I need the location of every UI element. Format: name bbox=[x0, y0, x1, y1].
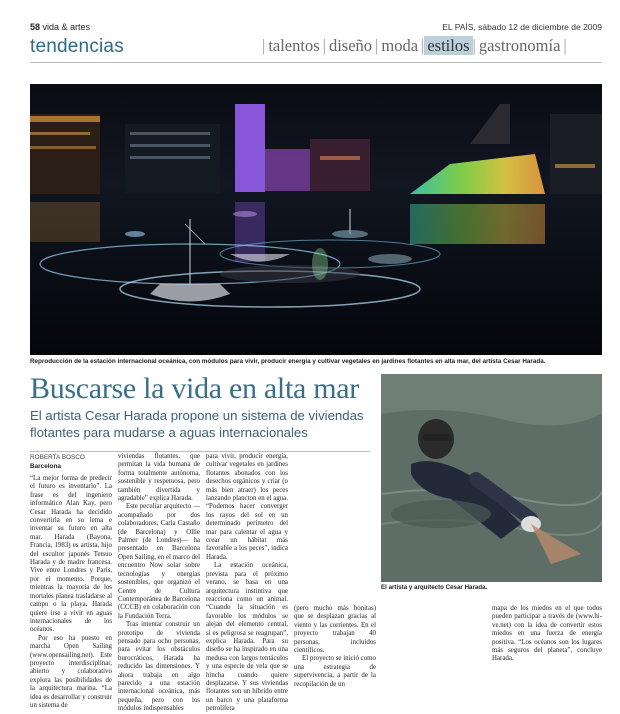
paragraph: mapa de los miedos en el que todos pueden participar a través de (www.hi-ve.net) con la idea de convertir estos miedos en una fuerza de energía positiva. “Los océanos son los lugares más seguros del planeta”, concluye Harada. bbox=[492, 605, 602, 663]
byline-divider bbox=[30, 451, 370, 452]
byline bbox=[30, 453, 85, 471]
author-name: ROBERTA BOSCO bbox=[30, 454, 85, 461]
article-headline: Buscarse la vida en alta mar bbox=[30, 372, 359, 405]
paragraph: Este peculiar arquitecto —acompañado por dos colaboradores, Carla Castaño (de Barcelona) y Ollie Palmer (de Londres)— ha presentado en Barcelona Open Sailing, en el marco del encuentro Now solar sobre tecnologías y energías sostenibles, que organizó el Centre de Cultura Contemporánea de Barcelona (CCCB) en colaboración con la Fundación Terra. bbox=[118, 503, 200, 620]
page-folio bbox=[30, 22, 90, 32]
nav-item-moda[interactable]: moda bbox=[381, 36, 419, 55]
main-photo-caption: Reproducción de la estación internacional oceánica, con módulos para vivir, producir energía y cultivar vegetales en jardines flotantes en alta mar, del artista Cesar Harada. bbox=[30, 358, 546, 365]
article-column-5 bbox=[492, 605, 602, 664]
page-number: 58 bbox=[30, 22, 41, 32]
article-subheadline: El artista Cesar Harada propone un sistema de viviendas flotantes para mudarse a aguas internacionales bbox=[30, 408, 364, 440]
paragraph: (pero mucho más bonitas) que se desplazan gracias al viento y las corrientes. En el proyecto trabajan 40 personas, incluidos científicos. bbox=[294, 605, 376, 655]
artist-in-river-photo bbox=[381, 374, 602, 582]
paragraph: para vivir, producir energía, cultivar vegetales en jardines flotantes abonados con los desechos orgánicos y criar (o más bien atraer) los peces lanzando plancton en el agua. “Podemos hacer converger los rayos del sol en un determinado perímetro del mar para calentar el agua y crear un hábitat más favorable a los peces”, indica Harada. bbox=[206, 453, 288, 561]
night-sea-station-illustration bbox=[30, 84, 602, 355]
nav-item-estilos[interactable]: estilos bbox=[424, 36, 472, 55]
section-label: vida & artes bbox=[42, 22, 91, 32]
side-photo bbox=[381, 374, 602, 582]
paragraph: La estación oceánica, prevista para el próximo verano, se basa en una arquitectura instintiva que reacciona como un animal. “Cuando la situación es favorable los módulos se alejan del elemento central, si es peligrosa se reagrupan”, explica Harada. Para su diseño se ha inspirado en una medusa con largos tentáculos y una especie de vela que se hincha cuando quiere desplazarse. Y sus viviendas flotantes son un híbrido entre un barco y una plataforma petrolífera bbox=[206, 562, 288, 713]
nav-item-gastronomia[interactable]: gastronomía bbox=[478, 36, 561, 55]
article-column-1 bbox=[30, 475, 112, 710]
dateline: EL PAÍS, sábado 12 de diciembre de 2009 bbox=[442, 22, 602, 32]
section-title: tendencias bbox=[30, 36, 124, 57]
article-column-3 bbox=[206, 453, 288, 714]
side-photo-caption: El artista y arquitecto Cesar Harada. bbox=[381, 584, 488, 591]
paragraph: El proyecto se inició como una estrategia de supervivencia, a partir de la recopilación de un bbox=[294, 655, 376, 688]
article-column-4 bbox=[294, 605, 376, 689]
paragraph: Tras intentar construir un prototipo de vivienda pensado para ocho personas, para evitar los obstáculos burocráticos, Harada ha reducido las dimensiones. Y ahora trabaja en algo parecido a una estación internacional oceánica, más pequeña, pero con los módulos indispensables bbox=[118, 621, 200, 713]
dateline-location: Barcelona bbox=[30, 463, 61, 470]
nav-item-diseno[interactable]: diseño bbox=[328, 36, 373, 55]
paragraph: “La mejor forma de predecir el futuro es inventarlo”. La frase es del ingeniero informático Alan Kay, pero Cesar Harada ha decidido convertirla en su lema e inventar su futuro en alta mar. Harada (Bayona, Francia, 1983) es artista, hijo del escultor japonés Tetsuo Harada y de madre francesa. Vive entre Londres y París, por el momento. Porque, mientras la mayoría de los mortales planea trasladarse al campo o la playa, Harada quiere irse a vivir en aguas internacionales de los océanos. bbox=[30, 475, 112, 634]
header-divider bbox=[30, 62, 602, 63]
main-photo bbox=[30, 84, 602, 355]
section-nav: | talentos | diseño | moda | estilos | gastronomía | bbox=[262, 36, 567, 55]
nav-item-talentos[interactable]: talentos bbox=[268, 36, 320, 55]
paragraph: viviendas flotantes, que permitan la vida humana de forma totalmente autónoma, sostenible y respetuosa, pero también divertida y agradable” explica Harada. bbox=[118, 453, 200, 503]
paragraph: Por eso ha puesto en marcha Open Sailing (www.opensailing.net). Este proyecto interdisciplinar, abierto y colaborativo explora las posibilidades de la arquitectura marina. “La idea es desarrollar y construir un sistema de bbox=[30, 634, 112, 709]
article-column-2 bbox=[118, 453, 200, 714]
